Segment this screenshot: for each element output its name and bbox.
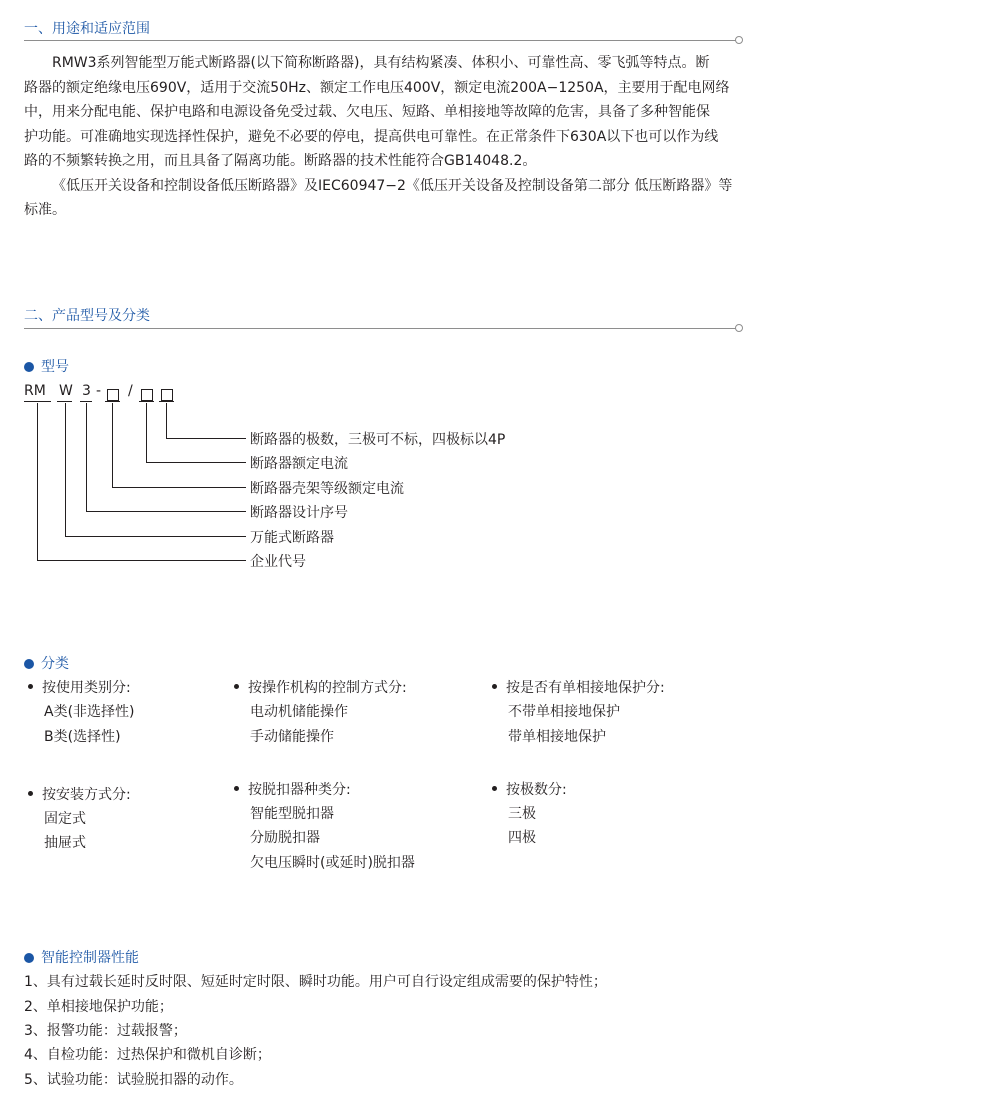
class-item: B类(选择性): [44, 729, 121, 745]
class-item: 智能型脱扣器: [250, 806, 334, 822]
controller-heading: 智能控制器性能: [24, 947, 139, 967]
connector-line: [112, 403, 113, 487]
section-title-usage: 一、用途和适应范围: [24, 21, 150, 37]
section-divider: [24, 328, 738, 329]
model-legend-company-code: 企业代号: [250, 554, 306, 570]
class-item: 固定式: [44, 811, 86, 827]
controller-feature: 4、自检功能：过热保护和微机自诊断；: [24, 1047, 271, 1063]
code-underline: [24, 401, 51, 402]
code-underline: [159, 401, 174, 402]
section-title-model: 二、产品型号及分类: [24, 308, 150, 324]
code-underline: [57, 401, 72, 402]
controller-feature: 5、试验功能：试验脱扣器的动作。: [24, 1072, 243, 1088]
connector-line: [166, 438, 246, 439]
code-w: W: [59, 383, 73, 399]
class-item: 三极: [508, 806, 536, 822]
class-item: 欠电压瞬时(或延时)脱扣器: [250, 855, 415, 871]
bullet-dot-icon: [24, 362, 34, 372]
paragraph-line: 中，用来分配电能、保护电路和电源设备免受过载、欠电压、短路、单相接地等故障的危害，具备了多种智能保: [24, 104, 710, 120]
class-item: A类(非选择性): [44, 704, 135, 720]
code-underline: [80, 401, 92, 402]
bullet-dot-icon: [28, 791, 33, 796]
divider-end-dot: [735, 36, 743, 44]
model-legend-design-serial: 断路器设计序号: [250, 505, 348, 521]
paragraph-line: 《低压开关设备和控制设备低压断路器》及IEC60947−2《低压开关设备及控制设备第二部分 低压断路器》等: [52, 177, 733, 194]
divider-end-dot: [735, 324, 743, 332]
connector-line: [86, 403, 87, 511]
class-item: 抽屉式: [44, 835, 86, 851]
bullet-dot-icon: [492, 786, 497, 791]
code-blank-box-icon: [107, 386, 119, 405]
connector-line: [86, 511, 246, 512]
connector-line: [65, 403, 66, 536]
paragraph-line: 护功能。可准确地实现选择性保护，避免不必要的停电，提高供电可靠性。在正常条件下630A以下也可以作为线: [24, 128, 719, 145]
class-group-heading: 按脱扣器种类分:: [234, 779, 351, 799]
connector-line: [166, 403, 167, 438]
bullet-dot-icon: [28, 684, 33, 689]
paragraph-line: 路器的额定绝缘电压690V，适用于交流50Hz、额定工作电压400V，额定电流200A−1250A，主要用于配电网络: [24, 79, 730, 96]
model-legend-frame-current: 断路器壳架等级额定电流: [250, 481, 404, 497]
bullet-dot-icon: [234, 684, 239, 689]
code-slash: /: [128, 383, 133, 399]
controller-feature: 1、具有过载长延时反时限、短延时定时限、瞬时功能。用户可自行设定组成需要的保护特性；: [24, 974, 607, 990]
code-blank-box-icon: [161, 386, 173, 405]
connector-line: [146, 403, 147, 462]
class-item: 电动机储能操作: [250, 704, 348, 720]
bullet-dot-icon: [24, 659, 34, 669]
class-group-heading: 按安装方式分:: [28, 784, 131, 804]
code-underline: [139, 401, 154, 402]
usage-paragraph: [24, 51, 742, 223]
class-group-heading: 按使用类别分:: [28, 677, 131, 697]
paragraph-line: 路的不频繁转换之用，而且具备了隔离功能。断路器的技术性能符合GB14048.2。: [24, 153, 537, 169]
bullet-dot-icon: [234, 786, 239, 791]
paragraph-line: RMW3系列智能型万能式断路器(以下简称断路器)，具有结构紧凑、体积小、可靠性高、零飞弧等特点。断: [52, 55, 710, 71]
connector-line: [37, 403, 38, 560]
paragraph-line: 标准。: [24, 202, 66, 218]
class-group-heading: 按操作机构的控制方式分:: [234, 677, 407, 697]
connector-line: [37, 560, 246, 561]
connector-line: [112, 487, 246, 488]
code-rm: RM: [24, 383, 46, 399]
code-blank-box-icon: [141, 386, 153, 405]
code-underline: [105, 401, 120, 402]
model-heading: 型号: [24, 356, 69, 376]
bullet-dot-icon: [492, 684, 497, 689]
class-item: 手动储能操作: [250, 729, 334, 745]
code-3: 3: [82, 383, 91, 399]
controller-feature: 2、单相接地保护功能；: [24, 999, 173, 1015]
class-item: 四极: [508, 830, 536, 846]
class-item: 带单相接地保护: [508, 729, 606, 745]
model-legend-rated-current: 断路器额定电流: [250, 456, 348, 472]
classification-heading: 分类: [24, 653, 69, 673]
model-legend-poles: 断路器的极数，三极可不标，四极标以4P: [250, 432, 506, 448]
class-group-heading: 按极数分:: [492, 779, 567, 799]
code-dash: -: [96, 383, 102, 399]
section-divider: [24, 40, 738, 41]
connector-line: [65, 536, 246, 537]
class-group-heading: 按是否有单相接地保护分:: [492, 677, 665, 697]
connector-line: [146, 462, 246, 463]
controller-feature: 3、报警功能：过载报警；: [24, 1023, 187, 1039]
bullet-dot-icon: [24, 953, 34, 963]
model-legend-type: 万能式断路器: [250, 530, 334, 546]
class-item: 分励脱扣器: [250, 830, 320, 846]
class-item: 不带单相接地保护: [508, 704, 620, 720]
